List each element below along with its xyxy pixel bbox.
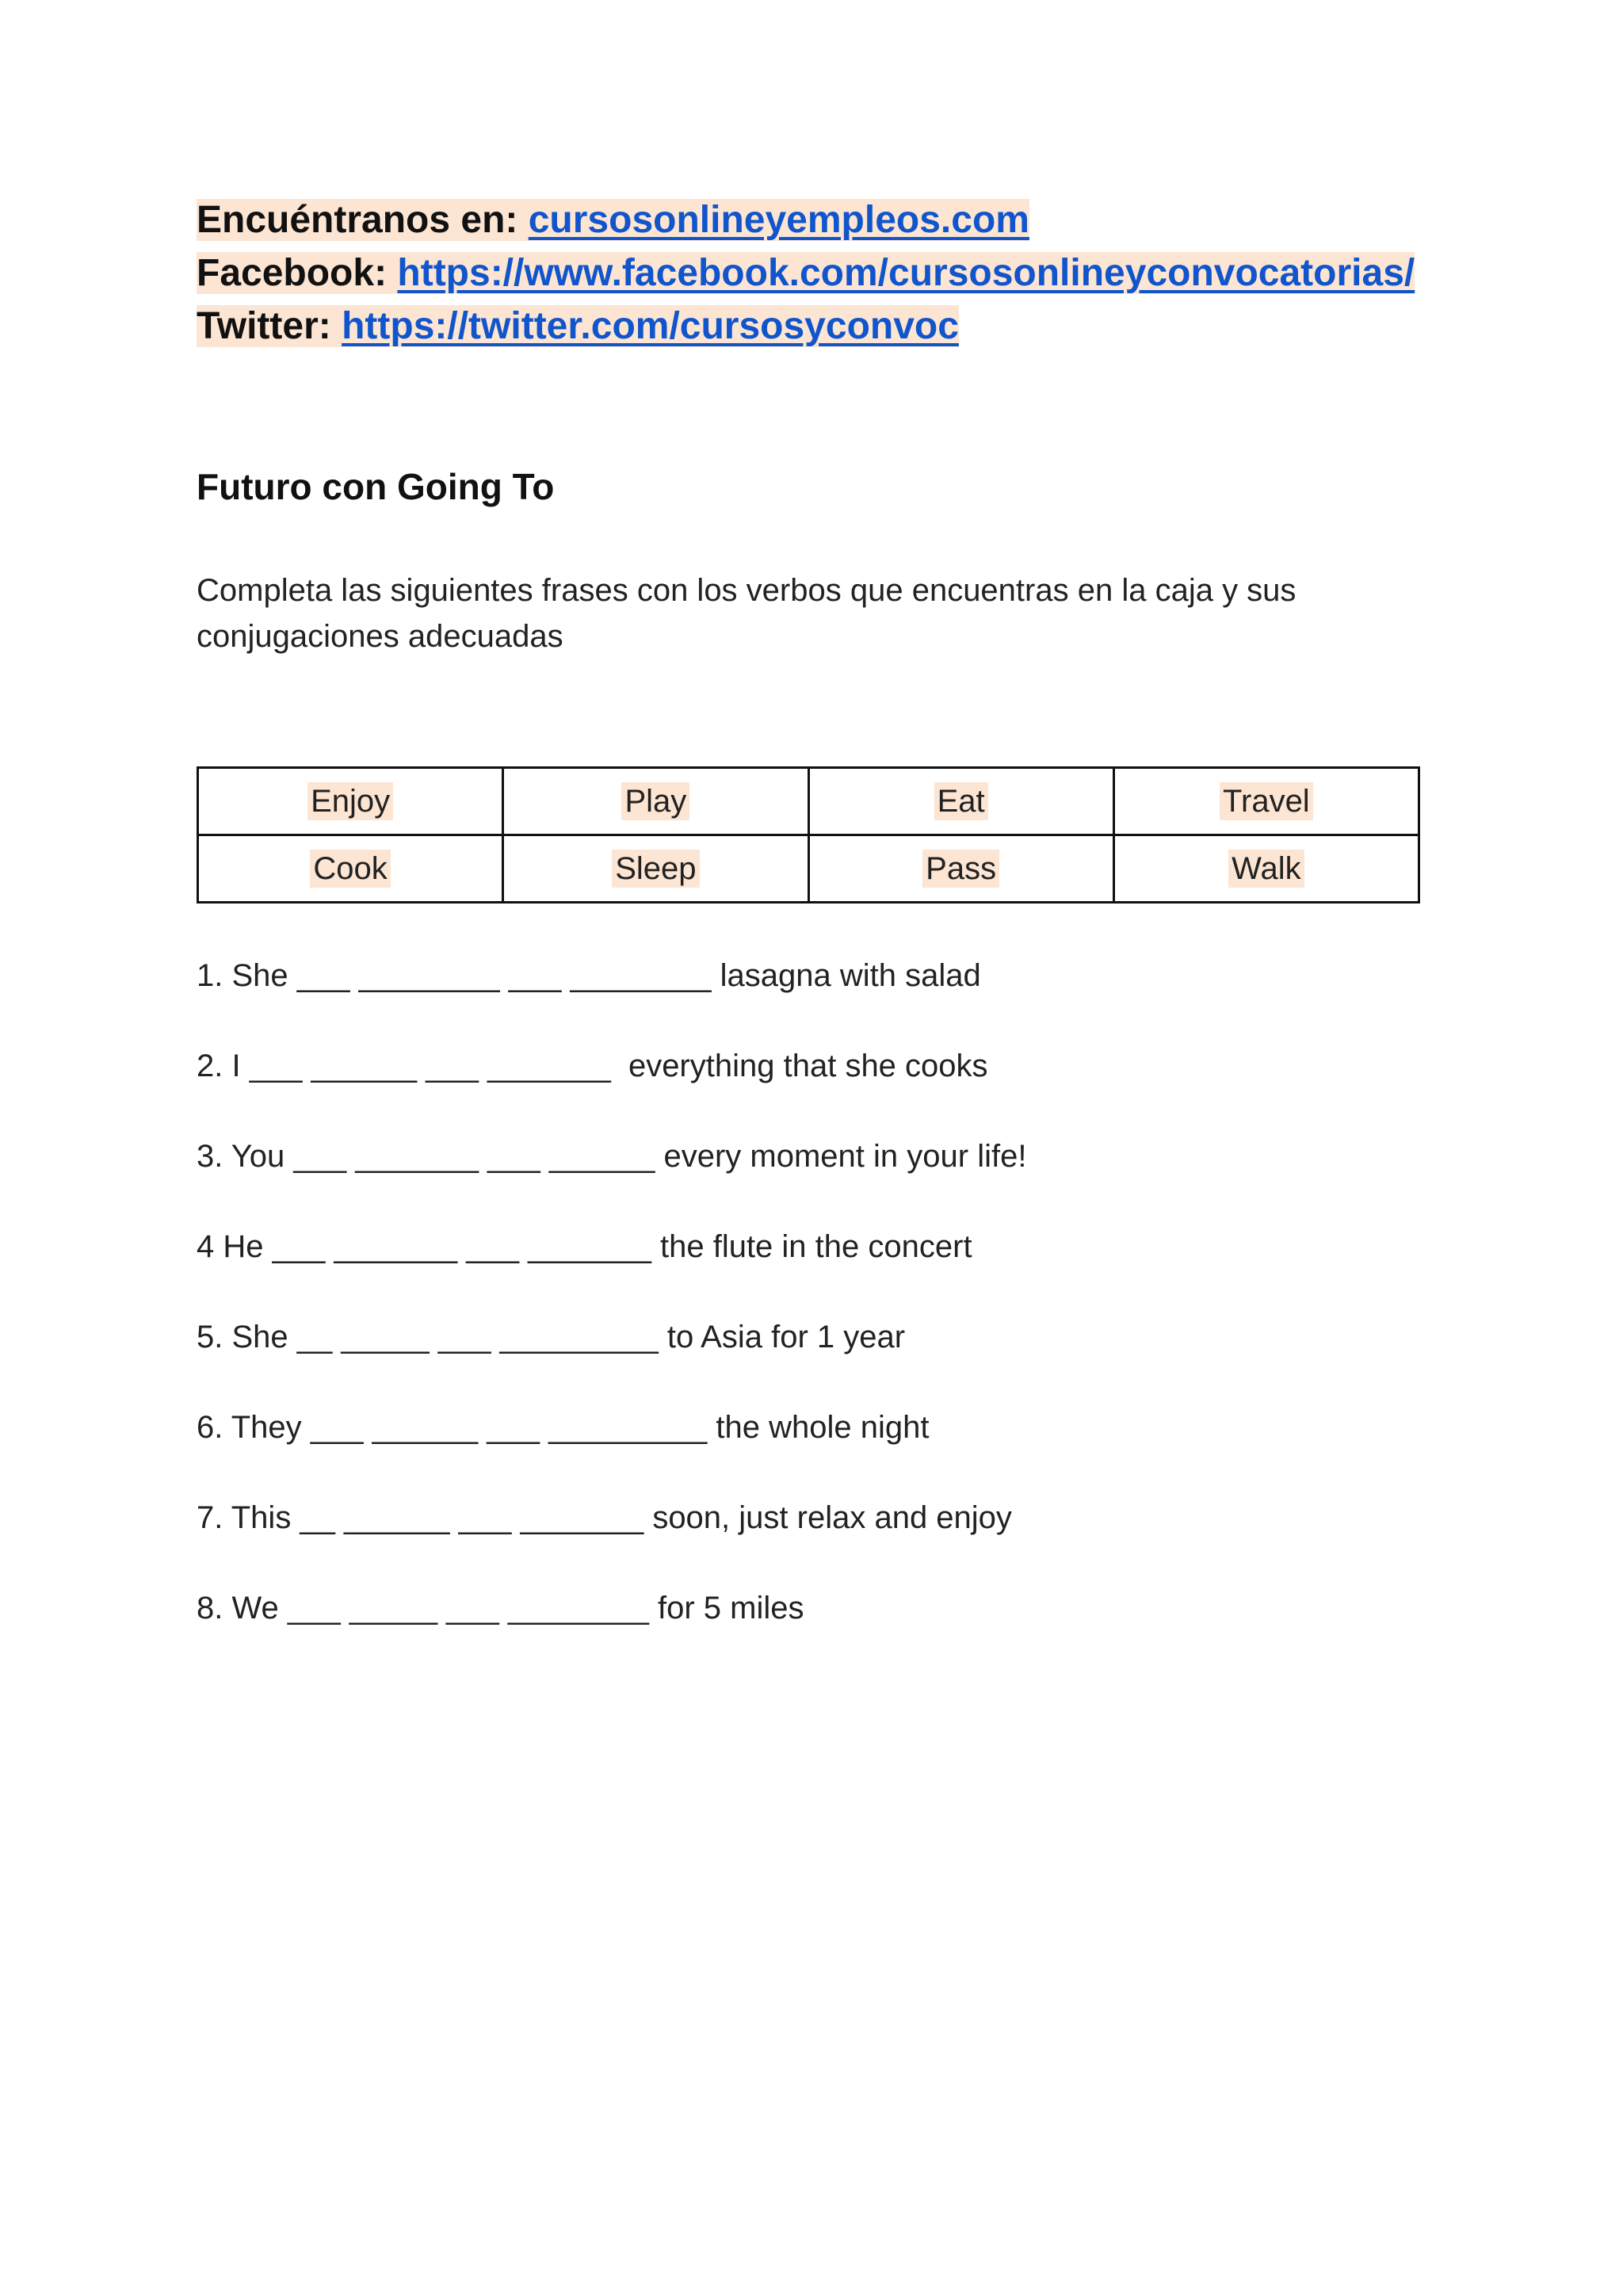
verb-cell (808, 768, 1113, 835)
exercise-sentence: 5. She __ _____ ___ _________ to Asia for 1 year (197, 1320, 906, 1354)
contact-label: Twitter: (197, 305, 342, 347)
exercise-sentence: 2. I ___ ______ ___ _______ everything that she cooks (197, 1049, 988, 1083)
verb-cell (198, 768, 503, 835)
exercise-sentence: 4 He ___ _______ ___ _______ the flute in the concert (197, 1229, 972, 1264)
website-link[interactable]: cursosonlineyempleos.com (528, 199, 1029, 241)
verb-cell (808, 835, 1113, 903)
verb-cell (1113, 768, 1419, 835)
contact-label: Facebook: (197, 252, 398, 294)
verb-word: Cook (310, 850, 390, 888)
verb-cell (503, 768, 808, 835)
verb-row (198, 768, 1419, 835)
exercise-sentence: 6. They ___ ______ ___ _________ the whole night (197, 1410, 930, 1445)
contact-line-website (197, 193, 1465, 246)
verb-word: Walk (1228, 850, 1304, 888)
verb-word: Play (621, 782, 689, 820)
verb-word: Travel (1220, 782, 1313, 820)
instructions-text: Completa las siguientes frases con los verbos que encuentras en la caja y sus conjugaciones adecuadas (197, 573, 1296, 654)
contact-line-facebook (197, 246, 1465, 300)
contact-line-twitter (197, 300, 1465, 353)
page-title: Futuro con Going To (197, 466, 555, 507)
facebook-link[interactable]: https://www.facebook.com/cursosonlineyconvocatorias/ (397, 252, 1415, 294)
verb-box-table (197, 766, 1420, 904)
exercise-sentence: 7. This __ ______ ___ _______ soon, just relax and enjoy (197, 1500, 1012, 1535)
twitter-link[interactable]: https://twitter.com/cursosyconvoc (342, 305, 959, 347)
verb-word: Sleep (612, 850, 699, 888)
contact-links (197, 193, 1465, 353)
verb-cell (503, 835, 808, 903)
exercise-list (197, 957, 1026, 1679)
verb-cell (1113, 835, 1419, 903)
exercise-sentence: 3. You ___ _______ ___ ______ every moment in your life! (197, 1139, 1027, 1174)
contact-label: Encuéntranos en: (197, 199, 529, 241)
verb-cell (198, 835, 503, 903)
verb-word: Enjoy (307, 782, 393, 820)
verb-word: Pass (922, 850, 999, 888)
verb-row (198, 835, 1419, 903)
exercise-sentence: 8. We ___ _____ ___ ________ for 5 miles (197, 1591, 804, 1626)
exercise-sentence: 1. She ___ ________ ___ ________ lasagna with salad (197, 958, 981, 993)
verb-word: Eat (934, 782, 988, 820)
